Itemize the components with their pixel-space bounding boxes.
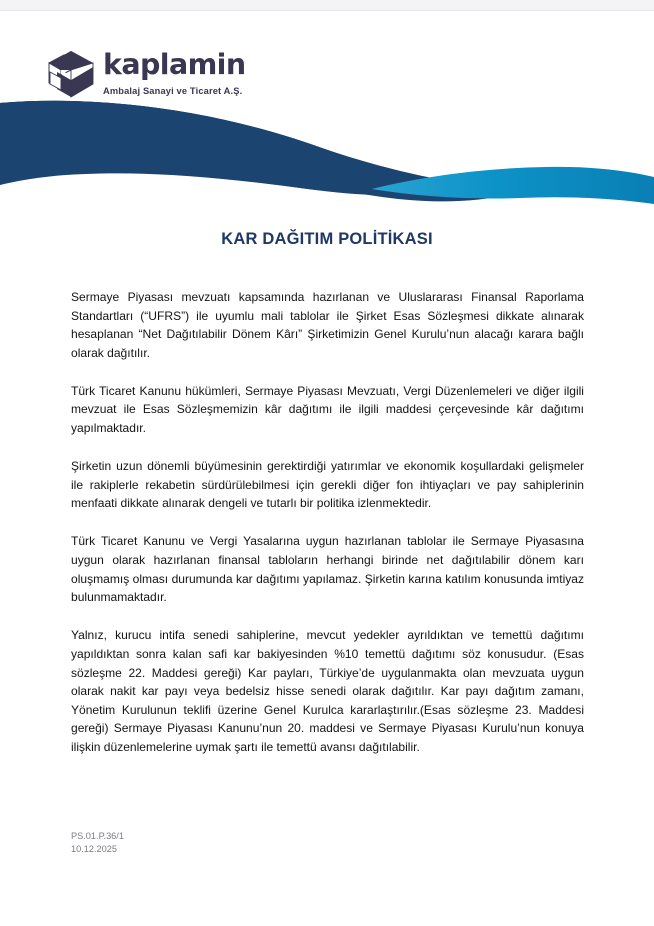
document-body [71, 288, 584, 756]
company-logo [48, 48, 246, 98]
brand-name: kaplamin [103, 48, 246, 81]
brand-tagline: Ambalaj Sanayi ve Ticaret A.Ş. [103, 85, 243, 96]
viewer-top-strip [0, 0, 654, 11]
paragraph-1: Sermaye Piyasası mevzuatı kapsamında hazırlanan ve Uluslararası Finansal Raporlama Standartları (“UFRS”) ile uyumlu mali tablolar ile Şirket Esas Sözleşmesi dikkate alınarak hesaplanan “Net Dağıtılabilir Dönem Kârı” Şirketimizin Genel Kurulu’nun alacağı karara bağlı olarak dağıtılır. [71, 290, 584, 360]
wave-banner-graphic [0, 94, 654, 206]
letterhead [0, 12, 654, 202]
page-title: KAR DAĞITIM POLİTİKASI [221, 230, 433, 248]
paragraph-3: Şirketin uzun dönemli büyümesinin gerektirdiği yatırımlar ve ekonomik koşullardaki gelişmeler ile rakiplerle rekabetin sürdürülebilmesi için gerekli diğer fon ihtiyaçları ve pay sahiplerinin menfaati dikkate alınarak dengeli ve tutarlı bir politika izlenmektedir. [71, 459, 584, 511]
open-box-icon [48, 50, 94, 98]
footer-document-code: PS.01.P.36/1 [71, 831, 124, 841]
document-footer [71, 830, 124, 855]
logo-text-block [103, 48, 246, 96]
paragraph-5: Yalnız, kurucu intifa senedi sahiplerine, mevcut yedekler ayrıldıktan ve temettü dağıtımı yapıldıktan sonra kalan safi kar bakiyesinden %10 temettü dağıtımı söz konusudur. (Esas sözleşme 22. Maddesi gereği) Kar payları, Türkiye’de uygulanmakta olan mevzuata uygun olarak nakit kar payı veya bedelsiz hisse senedi olarak dağıtılır. Kar payı dağıtım zamanı, Yönetim Kurulunun teklifi üzerine Genel Kurulca kararlaştırılır.(Esas sözleşme 23. Maddesi gereği) Sermaye Piyasası Kanunu’nun 20. maddesi ve Sermaye Piyasası Kurulu’nun konuya ilişkin düzenlemelerine uymak şartı ile temettü avansı dağıtılabilir. [71, 628, 584, 754]
footer-date: 10.12.2025 [71, 843, 117, 854]
document-page [0, 12, 654, 926]
paragraph-2: Türk Ticaret Kanunu hükümleri, Sermaye Piyasası Mevzuatı, Vergi Düzenlemeleri ve diğer ilgili mevzuat ile Esas Sözleşmemizin kâr dağıtımı ile ilgili maddesi çerçevesinde kâr dağıtımı yapılmaktadır. [71, 383, 584, 436]
paragraph-4: Türk Ticaret Kanunu ve Vergi Yasalarına uygun hazırlanan tablolar ile Sermaye Piyasasına uygun olarak hazırlanan finansal tabloların herhangi birinde net dağıtılabilir dönem karı oluşmamış olması durumunda kar dağıtımı yapılamaz. Şirketin karına katılım konusunda imtiyaz bulunmamaktadır. [71, 534, 584, 605]
